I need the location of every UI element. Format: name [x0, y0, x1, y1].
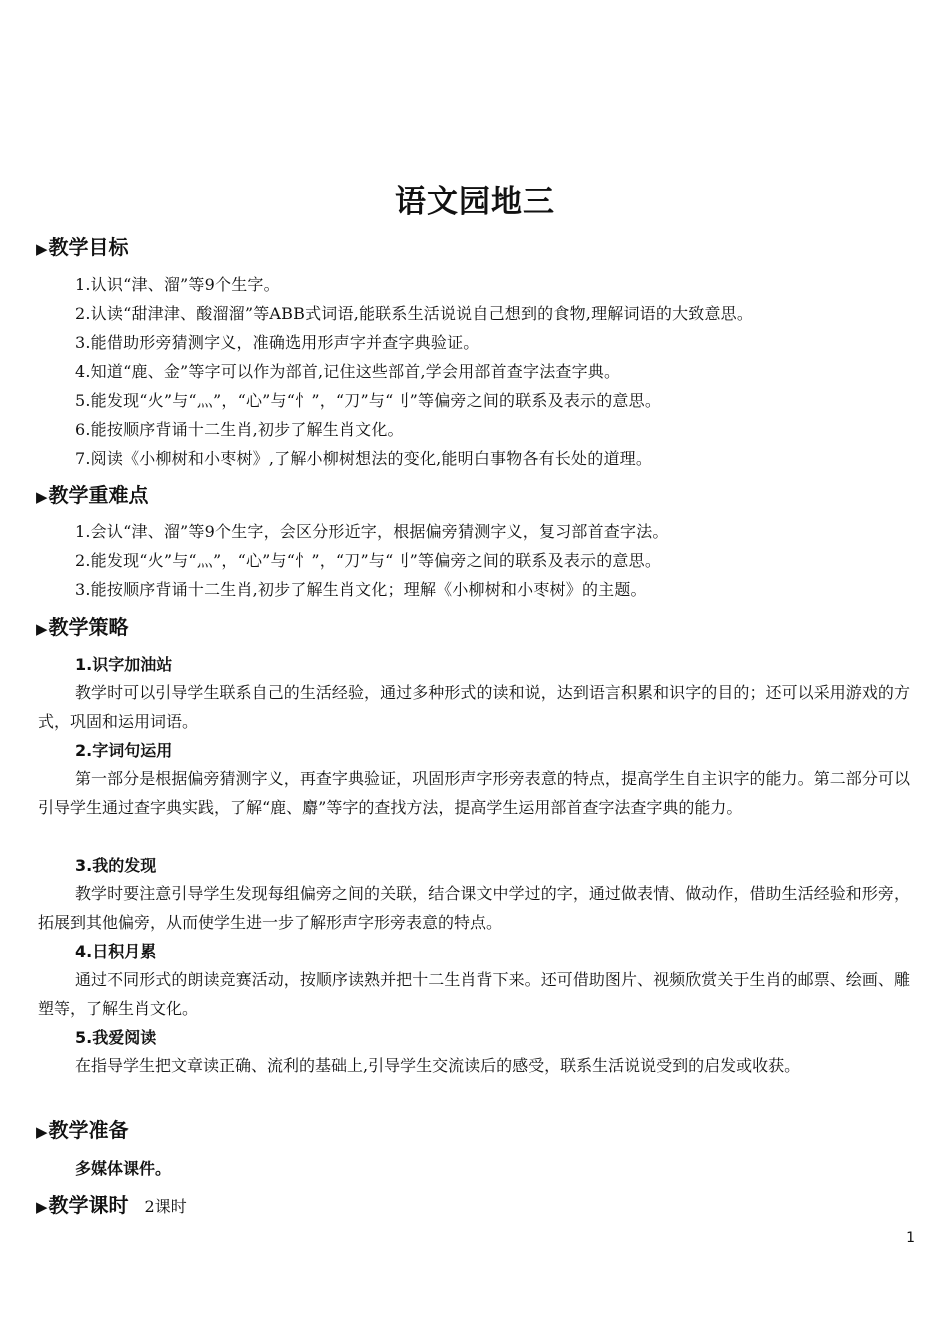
key-point-item: 1.会认“津、溜”等9个生字，会区分形近字，根据偏旁猜测字义，复习部首查字法。 [75, 522, 669, 541]
strategy-subheading: 5.我爱阅读 [75, 1028, 157, 1047]
objective-item: 5.能发现“火”与“灬”，“心”与“忄”，“刀”与“刂”等偏旁之间的联系及表示的意思。 [75, 391, 662, 410]
objective-item: 3.能借助形旁猜测字义，准确选用形声字并查字典验证。 [75, 333, 480, 352]
strategy-subheading: 1.识字加油站 [75, 655, 173, 674]
section-heading-strategy: ▶教学策略 [36, 615, 129, 639]
objective-item: 7.阅读《小柳树和小枣树》,了解小柳树想法的变化,能明白事物各有长处的道理。 [75, 449, 653, 468]
section-heading-preparation: ▶教学准备 [36, 1118, 129, 1142]
strategy-paragraph: 教学时可以引导学生联系自己的生活经验，通过多种形式的读和说，达到语言积累和识字的目的；还可以采用游戏的方式，巩固和运用词语。 [38, 683, 910, 731]
objective-item: 6.能按顺序背诵十二生肖,初步了解生肖文化。 [75, 420, 404, 439]
periods-value: 2课时 [144, 1197, 187, 1216]
objective-item: 1.认识“津、溜”等9个生字。 [75, 275, 280, 294]
preparation-text: 多媒体课件。 [75, 1159, 172, 1178]
triangle-bullet-icon: ▶ [36, 488, 48, 506]
triangle-bullet-icon: ▶ [36, 620, 48, 638]
triangle-bullet-icon: ▶ [36, 1123, 48, 1141]
strategy-paragraph: 通过不同形式的朗读竞赛活动，按顺序读熟并把十二生肖背下来。还可借助图片、视频欣赏关于生肖的邮票、绘画、雕塑等，了解生肖文化。 [38, 970, 910, 1018]
strategy-subheading: 2.字词句运用 [75, 741, 173, 760]
strategy-paragraph: 第一部分是根据偏旁猜测字义，再查字典验证，巩固形声字形旁表意的特点，提高学生自主识字的能力。第二部分可以引导学生通过查字典实践，了解“鹿、麝”等字的查找方法，提高学生运用部首查字法查字典的能力。 [38, 769, 910, 817]
objective-item: 4.知道“鹿、金”等字可以作为部首,记住这些部首,学会用部首查字法查字典。 [75, 362, 621, 381]
key-point-item: 3.能按顺序背诵十二生肖,初步了解生肖文化；理解《小柳树和小枣树》的主题。 [75, 580, 647, 599]
section-heading-periods: ▶教学课时 2课时 [36, 1193, 187, 1217]
triangle-bullet-icon: ▶ [36, 1198, 48, 1216]
page-number: 1 [906, 1230, 915, 1246]
strategy-paragraph: 在指导学生把文章读正确、流利的基础上,引导学生交流读后的感受，联系生活说说受到的启发或收获。 [75, 1056, 801, 1075]
key-point-item: 2.能发现“火”与“灬”，“心”与“忄”，“刀”与“刂”等偏旁之间的联系及表示的意思。 [75, 551, 662, 570]
page-title: 语文园地三 [395, 184, 555, 220]
objective-item: 2.认读“甜津津、酸溜溜”等ABB式词语,能联系生活说说自己想到的食物,理解词语的大致意思。 [75, 304, 754, 323]
strategy-paragraph: 教学时要注意引导学生发现每组偏旁之间的关联，结合课文中学过的字，通过做表情、做动作，借助生活经验和形旁，拓展到其他偏旁，从而使学生进一步了解形声字形旁表意的特点。 [38, 884, 910, 932]
strategy-subheading: 3.我的发现 [75, 856, 157, 875]
section-heading-key-points: ▶教学重难点 [36, 483, 149, 507]
triangle-bullet-icon: ▶ [36, 240, 48, 258]
section-heading-objectives: ▶教学目标 [36, 235, 129, 259]
strategy-subheading: 4.日积月累 [75, 942, 157, 961]
